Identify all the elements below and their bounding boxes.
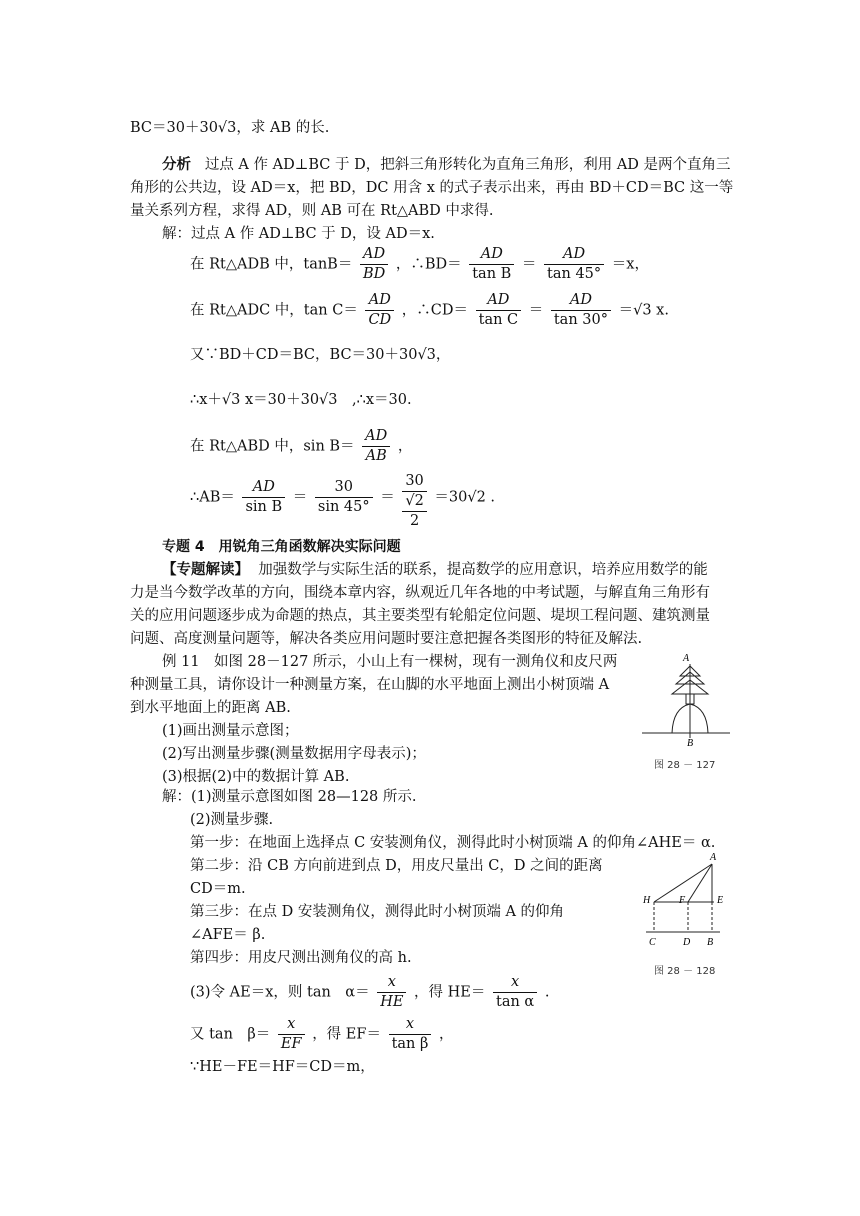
- figure-127-caption: 图 28 － 127: [654, 760, 716, 771]
- example-question-1: (1)画出测量示意图；: [162, 723, 299, 739]
- figure-28-127: [636, 650, 736, 770]
- frac-den: [402, 492, 426, 531]
- frac-num: AD: [476, 291, 522, 311]
- measurement-diagram: [640, 850, 730, 960]
- figure-128-caption: 图 28 － 128: [654, 966, 716, 977]
- example-line-1: 例 11 如图 28－127 所示，小山上有一棵树，现有一测角仪和皮尺两: [162, 654, 618, 670]
- c1-end: .: [544, 984, 550, 1001]
- s2-eq: ＝: [528, 302, 544, 319]
- frac-num: AD: [469, 245, 514, 265]
- frac-den: tan B: [472, 266, 512, 282]
- frac-num: x: [389, 1015, 432, 1035]
- s6-eq: ＝: [292, 489, 308, 506]
- fraction-30-sin45: [315, 478, 373, 517]
- fraction-ad-cd: [365, 291, 394, 330]
- solution2-step-1: 第一步：在地面上选择点 C 安装测角仪，测得此时小树顶端 A 的仰角∠AHE＝ α.: [190, 835, 716, 851]
- solution-step-2: [190, 291, 669, 330]
- topic-interp-line-3: 关的应用问题逐步成为命题的热点，其主要类型有轮船定位问题、堤坝工程问题、建筑测量: [130, 608, 710, 624]
- topic-interp-line-4: 问题、高度测量问题等，解决各类应用问题时要注意把握各类图形的特征及解法.: [130, 631, 643, 647]
- s6-eq2: ＝: [380, 489, 395, 506]
- analysis-label: 分析: [162, 156, 191, 173]
- topic-interp-label: 【专题解读】: [162, 561, 249, 578]
- frac-num: AD: [551, 291, 611, 311]
- solution-step-1: [190, 245, 649, 284]
- fraction-30-complex: [402, 472, 426, 531]
- s6-end: ＝30√2 .: [434, 489, 496, 506]
- topic-interp-text-1: 加强数学与实际生活的联系，提高数学的应用意识，培养应用数学的能: [258, 562, 708, 578]
- example-line-3: 到水平地面上的距离 AB.: [130, 700, 291, 716]
- example-line-2: 种测量工具，请你设计一种测量方案，在山脚的水平地面上测出小树顶端 A: [130, 677, 610, 693]
- frac-den: tan α: [496, 994, 535, 1010]
- fraction-ad-sinb: [242, 478, 285, 517]
- topic-interp-line-1: [162, 560, 708, 580]
- frac-den: tan C: [478, 312, 519, 328]
- fig128-label-d: D: [683, 937, 691, 948]
- frac-num: AD: [544, 245, 604, 265]
- frac-num: x: [278, 1015, 305, 1035]
- problem-given: BC＝30＋30√3，求 AB 的长.: [130, 120, 330, 136]
- frac-num: AD: [362, 427, 390, 447]
- s1-prefix: 在 Rt△ADB 中，tanB＝: [190, 256, 353, 273]
- frac-num: AD: [365, 291, 394, 311]
- solution-intro: 解：过点 A 作 AD⊥BC 于 D，设 AD＝x.: [162, 226, 435, 242]
- frac-num: x: [493, 973, 537, 993]
- frac-den: tan β: [391, 1036, 429, 1052]
- fraction-ad-tan30: [551, 291, 611, 330]
- fig128-label-e: E: [717, 895, 724, 906]
- fig128-label-h: H: [643, 895, 651, 906]
- s5-prefix: 在 Rt△ABD 中，sin B＝: [190, 438, 355, 455]
- fraction-ad-bd: [360, 245, 388, 284]
- topic-interp-line-2: 力是当今数学改革的方向，围绕本章内容，纵观近几年各地的中考试题，与解直角三角形有: [130, 585, 710, 601]
- fig128-label-b: B: [707, 937, 714, 948]
- solution2-step-3a: 第三步：在点 D 安装测角仪，测得此时小树顶端 A 的仰角: [190, 904, 565, 920]
- fraction-x-ef: [278, 1015, 305, 1054]
- fraction-x-he: [377, 973, 406, 1012]
- solution2-part-2: (2)测量步骤.: [190, 812, 274, 828]
- frac-num: AD: [360, 245, 388, 265]
- solution2-part-1: 解：(1)测量示意图如图 28—128 所示.: [162, 789, 417, 805]
- fig128-label-a: A: [710, 852, 717, 863]
- solution-step-6: [190, 472, 495, 531]
- frac-num: x: [377, 973, 406, 993]
- solution2-calc-3: ∵HE－FE＝HF＝CD＝m，: [190, 1059, 375, 1075]
- analysis-text-1: 过点 A 作 AD⊥BC 于 D，把斜三角形转化为直角三角形，利用 AD 是两个直角三: [204, 157, 731, 173]
- analysis-line-1: [162, 155, 731, 175]
- c2-mid: ，得 EF＝: [312, 1026, 381, 1043]
- s2-mid: ，∴CD＝: [401, 302, 469, 319]
- solution-step-3: 又∵BD＋CD＝BC，BC＝30＋30√3，: [190, 347, 451, 363]
- frac-num: 30: [402, 472, 426, 492]
- fig128-label-c: C: [649, 937, 656, 948]
- s2-end: ＝√3 x.: [618, 302, 669, 319]
- example-question-2: (2)写出测量步骤(测量数据用字母表示)；: [162, 746, 426, 762]
- topic-title: 专题 4 用锐角三角函数解决实际问题: [162, 539, 401, 555]
- fraction-ad-tanc: [476, 291, 522, 330]
- example-question-3: (3)根据(2)中的数据计算 AB.: [162, 769, 350, 785]
- fig127-label-b: B: [686, 738, 694, 749]
- frac-den: HE: [380, 994, 404, 1010]
- c1-prefix: (3)令 AE＝x，则 tan α＝: [190, 984, 370, 1001]
- fraction-x-tana: [493, 973, 537, 1012]
- solution2-step-2b: CD＝m.: [190, 881, 246, 897]
- tree-hill-diagram: [636, 650, 736, 770]
- frac-den: 2: [409, 513, 420, 529]
- analysis-line-3: 量关系列方程，求得 AD，则 AB 可在 Rt△ABD 中求得.: [130, 203, 494, 219]
- frac-den: BD: [362, 266, 386, 282]
- frac-den: CD: [368, 312, 392, 328]
- solution2-step-4: 第四步：用皮尺测出测角仪的高 h.: [190, 950, 412, 966]
- analysis-line-2: 角形的公共边，设 AD＝x，把 BD，DC 用含 x 的式子表示出来，再由 BD＋CD＝BC 这一等: [130, 180, 734, 196]
- s1-mid: ，∴BD＝: [395, 256, 462, 273]
- s2-prefix: 在 Rt△ADC 中，tan C＝: [190, 302, 358, 319]
- c1-mid: ，得 HE＝: [414, 984, 486, 1001]
- fraction-ad-tan45: [544, 245, 604, 284]
- s1-eq: ＝: [521, 256, 537, 273]
- frac-den: AB: [365, 448, 387, 464]
- fraction-ad-ab: [362, 427, 390, 466]
- solution2-step-2a: 第二步：沿 CB 方向前进到点 D，用皮尺量出 C，D 之间的距离: [190, 858, 603, 874]
- fraction-rt2-2: [402, 492, 426, 531]
- frac-den: sin B: [245, 499, 283, 515]
- frac-num: AD: [242, 478, 285, 498]
- solution2-calc-2: [190, 1015, 453, 1054]
- frac-num: 30: [315, 478, 373, 498]
- s6-prefix: ∴AB＝: [190, 489, 235, 506]
- figure-28-128: [640, 850, 730, 980]
- frac-den: tan 30°: [553, 312, 608, 328]
- fig128-label-f: F: [679, 895, 686, 906]
- fraction-ad-tanb: [469, 245, 514, 284]
- frac-den: sin 45°: [317, 499, 370, 515]
- frac-num: √2: [402, 492, 426, 512]
- s1-end: ＝x，: [611, 256, 649, 273]
- s5-end: ，: [397, 438, 413, 455]
- frac-den: EF: [280, 1036, 302, 1052]
- solution2-calc-1: [190, 973, 549, 1012]
- frac-den: tan 45°: [547, 266, 602, 282]
- c2-prefix: 又 tan β＝: [190, 1026, 271, 1043]
- c2-end: ，: [438, 1026, 454, 1043]
- solution2-step-3b: ∠AFE＝ β.: [190, 927, 266, 943]
- fraction-x-tanb: [389, 1015, 432, 1054]
- fig127-label-a: A: [682, 653, 690, 664]
- solution-step-4: ∴x＋√3 x＝30＋30√3 ,∴x＝30.: [190, 392, 412, 408]
- solution-step-5: [190, 427, 412, 466]
